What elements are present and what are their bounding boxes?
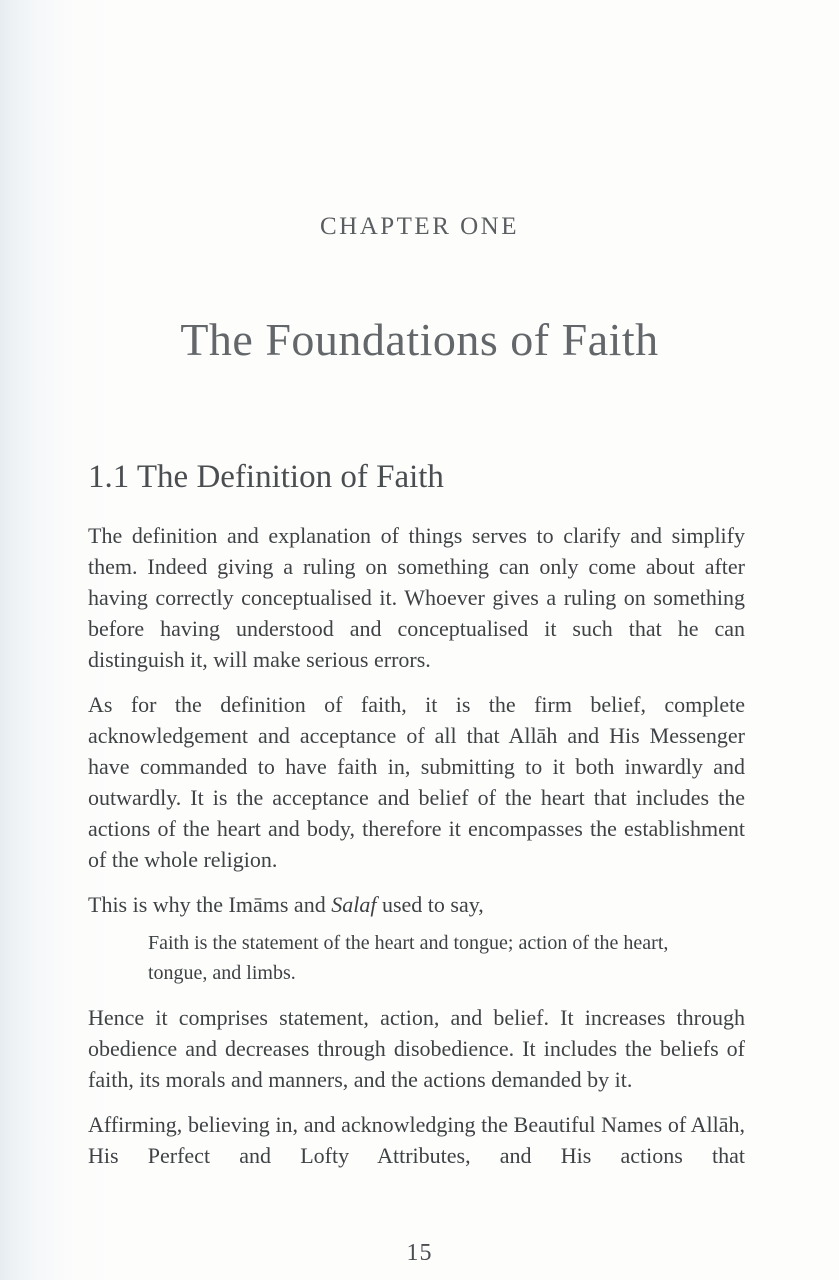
paragraph-definition-explanation: The definition and explanation of things serves to clarify and simplify them. Indeed giving a ruling on something can only come about after having correctly conceptualised it. Whoever gives a ruling on something before having understood and conceptualised it such that he can distinguish it, will make serious errors. bbox=[88, 523, 745, 672]
section-heading: 1.1 The Definition of Faith bbox=[88, 459, 444, 495]
blockquote-faith-statement: Faith is the statement of the heart and tongue; action of the heart, tongue, and limbs. bbox=[148, 932, 669, 984]
paragraph-definition-of-faith: As for the definition of faith, it is the firm belief, complete acknowledgement and acceptance of all that Allāh and His Messenger have commanded to have faith in, submitting to it both inwardly and outwardly. It is the acceptance and belief of the heart that includes the actions of the heart and body, therefore it encompasses the establishment of the whole religion. bbox=[88, 692, 745, 872]
quote-intro-line bbox=[88, 889, 745, 920]
chapter-label: CHAPTER ONE bbox=[319, 213, 520, 240]
paragraph-hence-it-comprises: Hence it comprises statement, action, and belief. It increases through obedience and decreases through disobedience. It includes the beliefs of faith, its morals and manners, and the actions demanded by it. bbox=[88, 1005, 745, 1092]
page-title: The Foundations of Faith bbox=[180, 314, 659, 365]
quote-intro-italic-term: Salaf bbox=[331, 892, 377, 917]
paragraph-affirming-names: Affirming, believing in, and acknowledging the Beautiful Names of Allāh, His Perfect and Lofty Attributes, and His actions that bbox=[88, 1112, 745, 1168]
page-number: 15 bbox=[406, 1240, 433, 1266]
quote-intro-prefix: This is why the Imāms and bbox=[88, 892, 332, 917]
quote-intro-suffix: used to say, bbox=[376, 892, 484, 917]
